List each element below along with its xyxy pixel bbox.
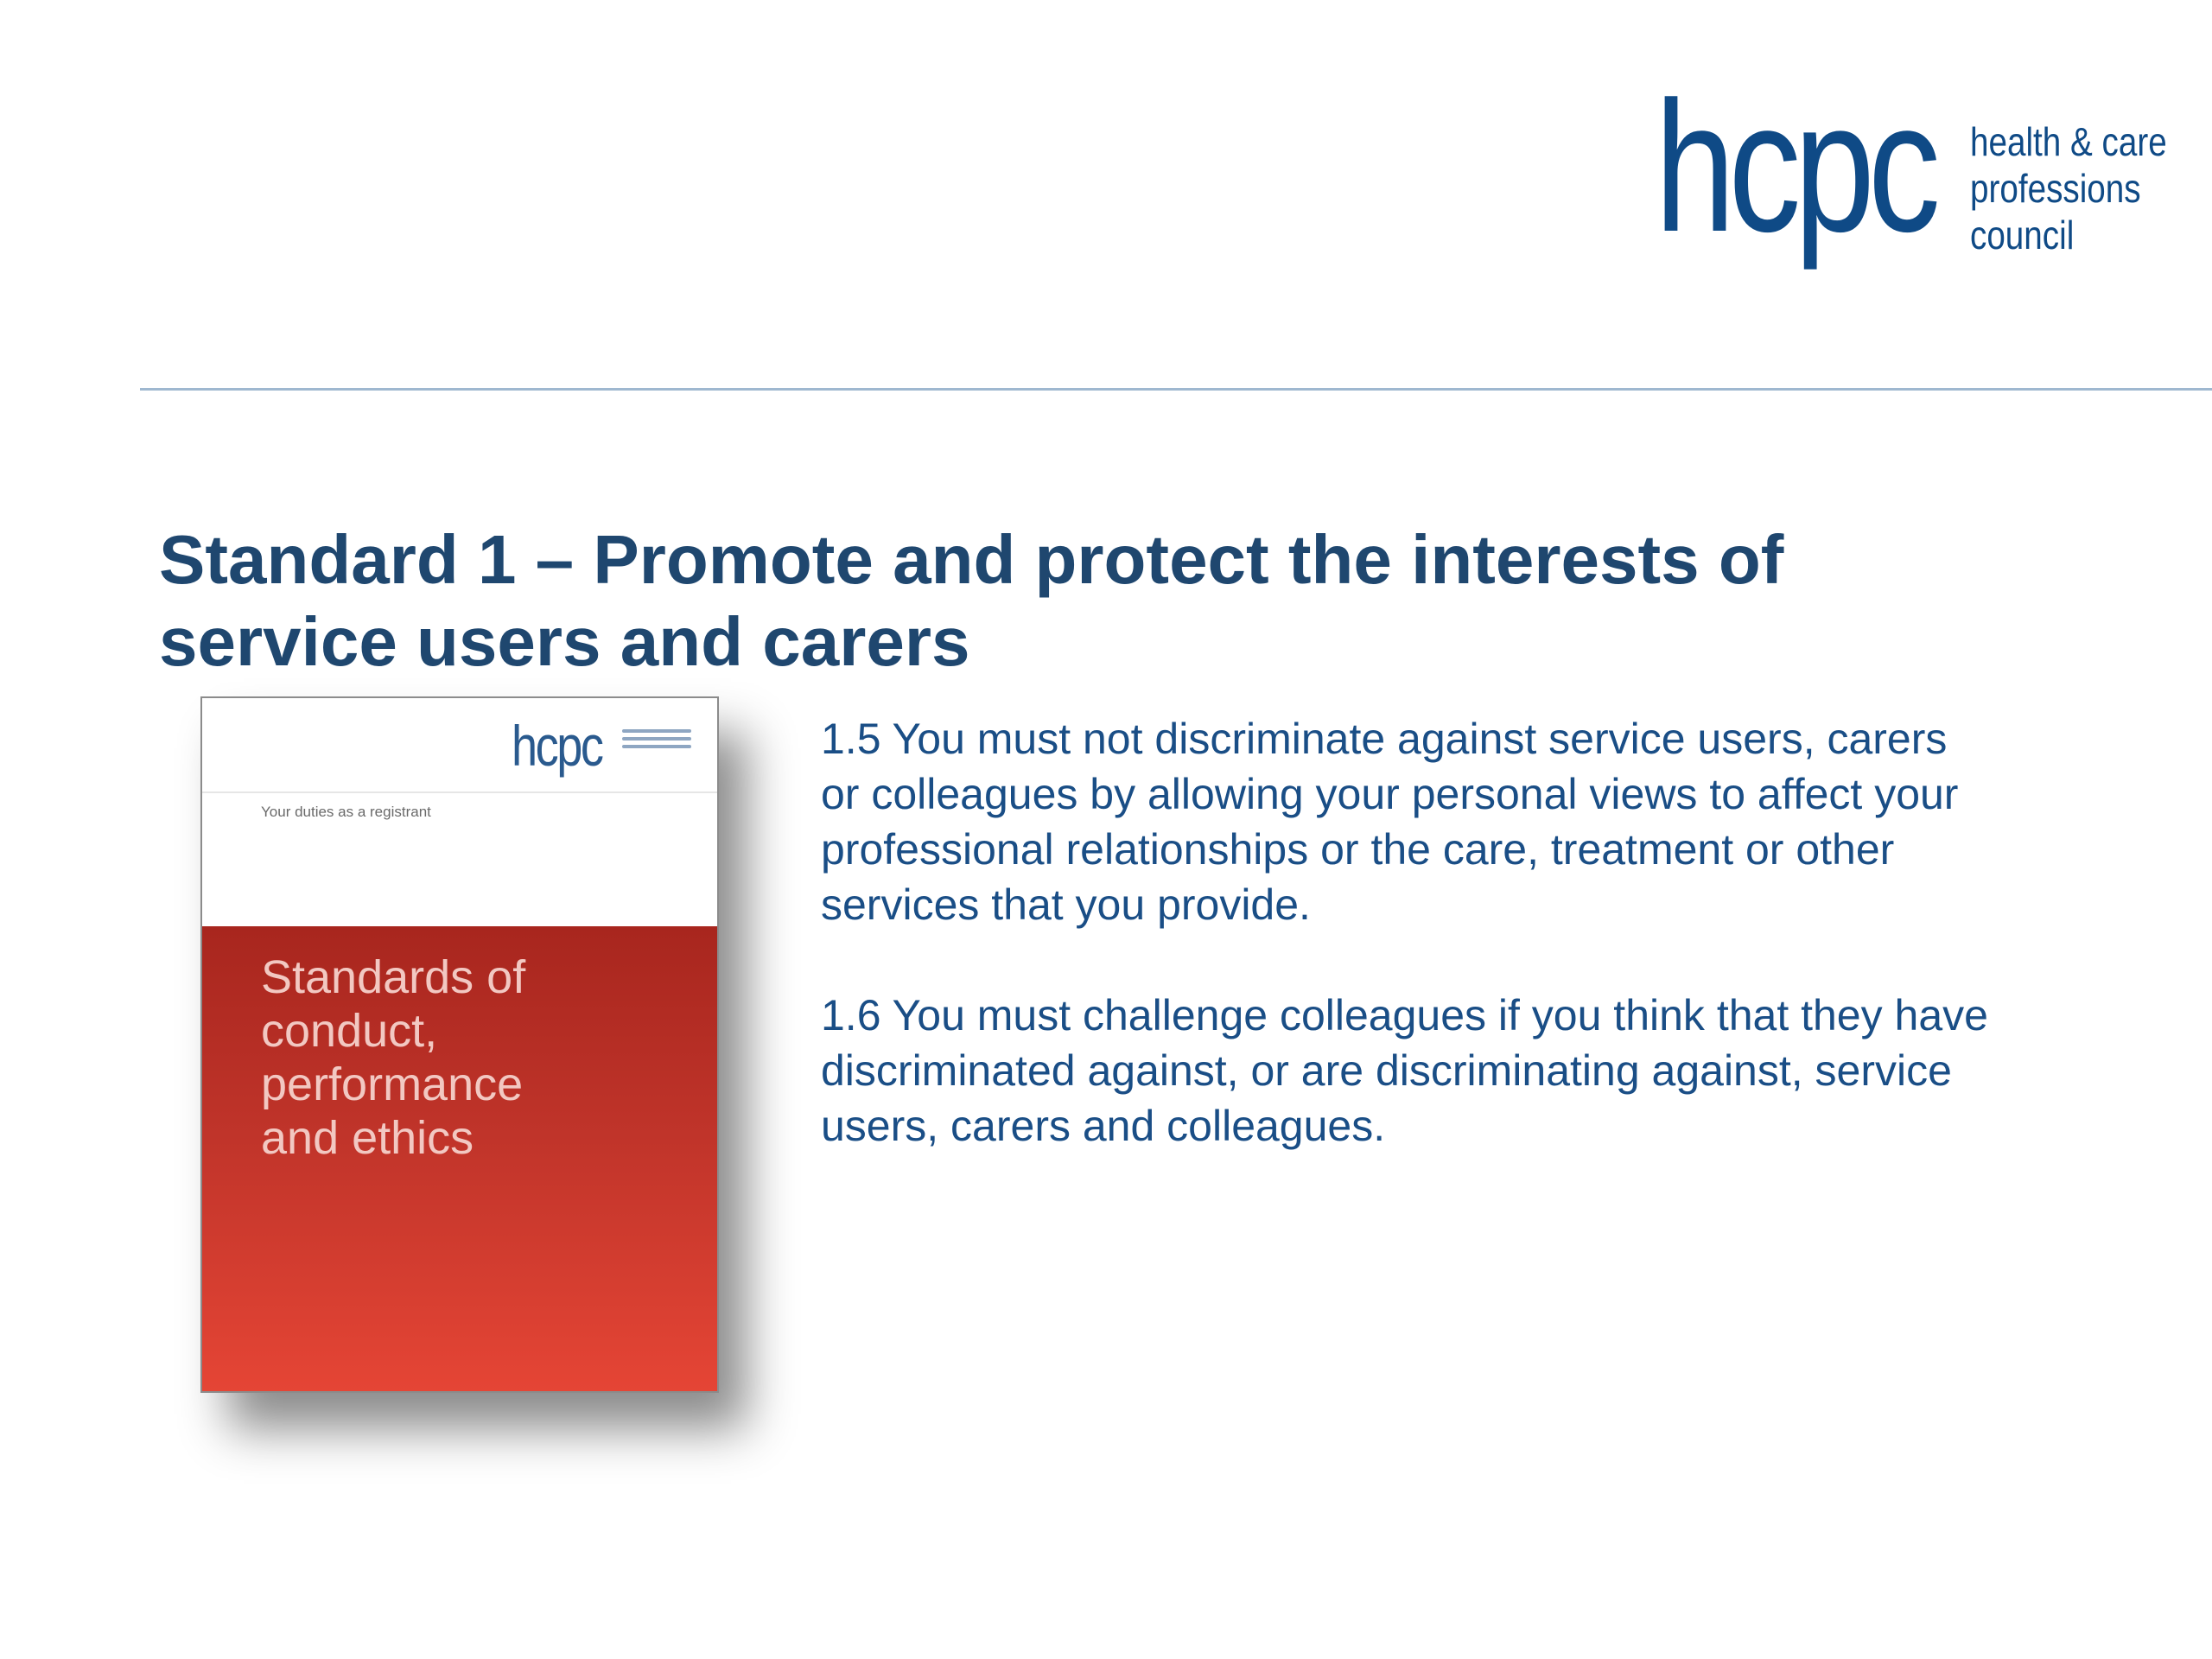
paragraph-1-5 [821, 711, 2117, 932]
hcpc-logo [1655, 62, 2173, 298]
booklet-cover-image [200, 696, 719, 1393]
logo-word-line: professions [1970, 166, 2141, 211]
booklet-title-line: performance [261, 1058, 524, 1110]
logo-mark: hcpc [1655, 62, 1935, 270]
booklet-title [261, 950, 693, 1165]
logo-wordmark [1970, 118, 2167, 258]
logo-word-line: council [1970, 213, 2075, 257]
slide-title-line: Standard 1 – Promote and protect the interests of [159, 521, 1784, 598]
booklet-title-line: Standards of [261, 951, 526, 1003]
booklet-divider [202, 791, 717, 793]
paragraph-line: or colleagues by allowing your personal views to affect your [821, 770, 1959, 818]
booklet-logo-words [622, 729, 691, 753]
paragraph-line: 1.5 You must not discriminate against service users, carers [821, 715, 1948, 763]
paragraph-line: users, carers and colleagues. [821, 1102, 1386, 1150]
logo-word-line: health & care [1970, 119, 2167, 164]
booklet-header [202, 698, 717, 926]
booklet-title-line: and ethics [261, 1112, 474, 1164]
paragraph-line: services that you provide. [821, 880, 1311, 929]
paragraph-line: discriminated against, or are discriminating against, service [821, 1046, 1952, 1095]
header-divider [140, 388, 2212, 391]
standard-body [821, 711, 2117, 1154]
slide-title [159, 518, 2103, 683]
booklet-logo [512, 715, 710, 785]
paragraph-1-6 [821, 988, 2117, 1154]
booklet-red-panel [202, 926, 717, 1391]
slide-title-line: service users and carers [159, 603, 970, 680]
booklet-cover [200, 696, 719, 1393]
paragraph-line: professional relationships or the care, treatment or other [821, 825, 1895, 874]
paragraph-line: 1.6 You must challenge colleagues if you think that they have [821, 991, 1988, 1039]
booklet-subtitle: Your duties as a registrant [261, 804, 431, 820]
booklet-logo-mark: hcpc [512, 714, 602, 778]
booklet-title-line: conduct, [261, 1005, 438, 1057]
